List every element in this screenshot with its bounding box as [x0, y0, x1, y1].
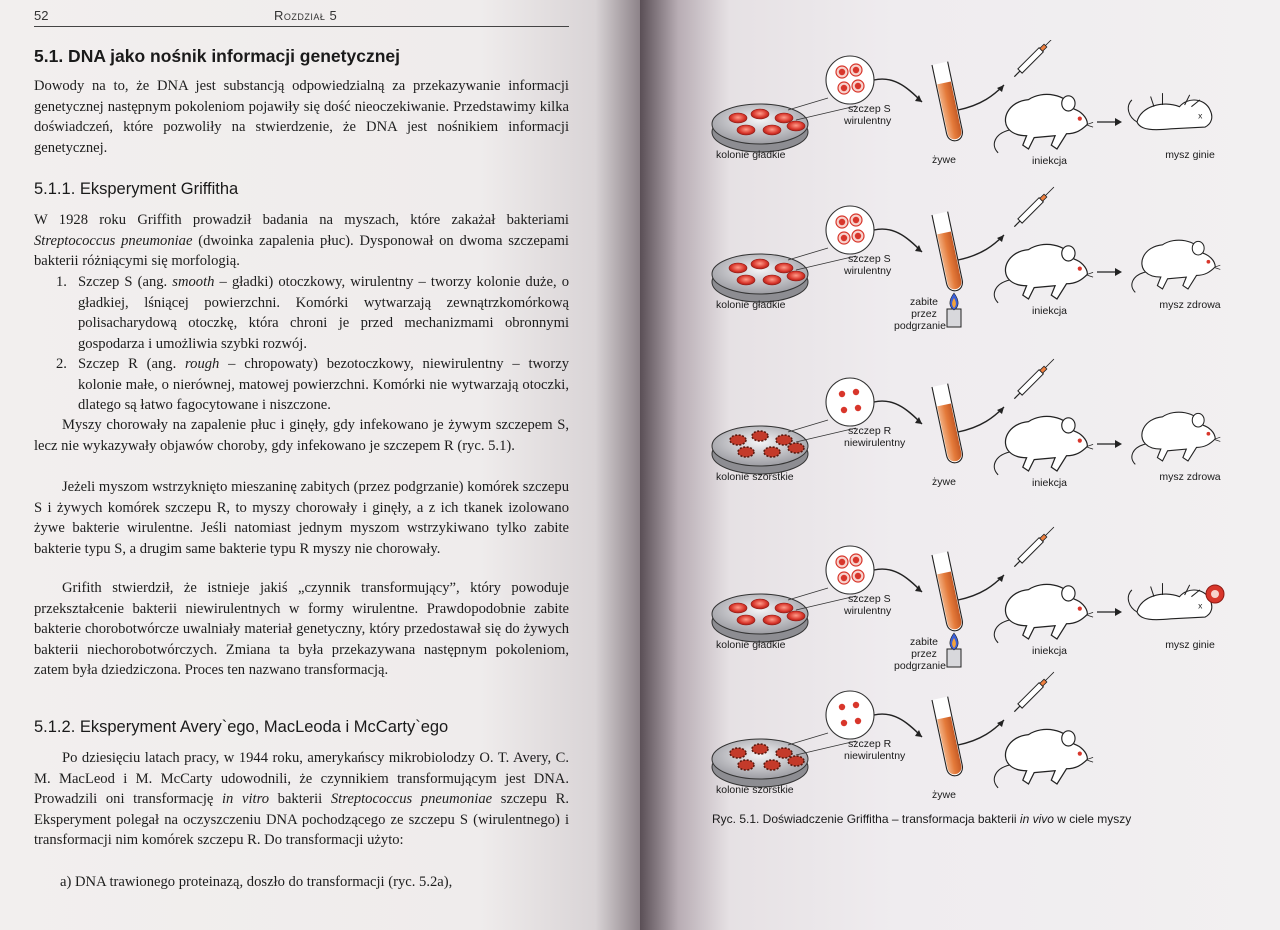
- injection-label: iniekcja: [1032, 305, 1068, 317]
- zoom-line: [788, 248, 828, 260]
- test-tube: [932, 552, 964, 633]
- arrow: [958, 85, 1004, 110]
- bacterium: [855, 405, 861, 411]
- arrowhead: [1115, 118, 1122, 126]
- colony: [751, 599, 769, 609]
- colony: [776, 435, 792, 445]
- zoom-line: [788, 733, 828, 745]
- strain-label: szczep S: [848, 253, 891, 265]
- bacterium: [853, 67, 859, 73]
- figure-caption: Ryc. 5.1. Doświadczenie Griffitha – transformacja bakterii in vivo w ciele myszy: [712, 812, 1132, 826]
- figure-row: [712, 525, 1224, 672]
- colony-label: kolonie gładkie: [716, 639, 786, 651]
- bacterium: [841, 407, 847, 413]
- colony: [788, 756, 804, 766]
- syringe-icon: [1012, 357, 1056, 401]
- strain-type-label: niewirulentny: [844, 437, 906, 449]
- arrowhead: [1115, 608, 1122, 616]
- arrow: [874, 401, 922, 424]
- colony-label: kolonie gładkie: [716, 149, 786, 161]
- colony: [787, 121, 805, 131]
- bacterium: [839, 391, 845, 397]
- healthy-mouse-icon: [1132, 240, 1220, 292]
- arrow: [958, 575, 1004, 600]
- list-item-2: 2. Szczep R (ang. rough – chropowaty) bezotoczkowy, niewirulentny – tworzy kolonie małe, o nierównej, matowej powierzchni. Komórki nie wytwarzają otoczki, dlatego są łatwo fagocytowane i niszczone.: [56, 356, 569, 413]
- bacterium: [841, 85, 847, 91]
- heat-label-1: zabite: [909, 636, 939, 648]
- bacterium: [841, 235, 847, 241]
- tube-liquid: [937, 716, 963, 775]
- syringe-icon: [1012, 525, 1056, 569]
- colony: [751, 259, 769, 269]
- mouse-icon: [994, 244, 1093, 302]
- zoom-line: [788, 98, 828, 110]
- colony: [729, 263, 747, 273]
- figure-row: [712, 357, 1221, 489]
- colony: [738, 447, 754, 457]
- mouse-icon: [994, 584, 1093, 642]
- colony: [737, 615, 755, 625]
- arrowhead: [1115, 268, 1122, 276]
- magnified-cells: [826, 206, 874, 254]
- strain-label: szczep R: [848, 738, 892, 750]
- magnified-cells: [826, 56, 874, 104]
- bacterium: [855, 718, 861, 724]
- list-item-1: 1. Szczep S (ang. smooth – gładki) otoczkowy, wirulentny – tworzy kolonie duże, o gładkiej, lśniącej powierzchni. Komórki wytwarzają zewnątrzkomórkową polisacharydową otoczkę, która chroni je przed mechanizmami obronnymi gospodarza i umożliwia szybki rozwój.: [56, 274, 569, 352]
- tube-liquid: [937, 571, 963, 630]
- colony: [729, 603, 747, 613]
- tube-liquid: [937, 231, 963, 290]
- arrow: [874, 569, 922, 592]
- section-title: 5.1. DNA jako nośnik informacji genetycznej: [34, 46, 400, 66]
- running-header: [34, 6, 569, 27]
- colony: [730, 748, 746, 758]
- tube-liquid: [937, 403, 963, 462]
- bacterium: [853, 557, 859, 563]
- result-label: mysz zdrowa: [1159, 471, 1221, 483]
- colony: [764, 447, 780, 457]
- colony: [737, 125, 755, 135]
- zoom-line: [788, 420, 828, 432]
- arrowhead: [1115, 440, 1122, 448]
- colony: [752, 744, 768, 754]
- mouse-icon: [994, 416, 1093, 474]
- arrow: [958, 407, 1004, 432]
- magnified-cells: [826, 378, 874, 426]
- tube-label: żywe: [932, 789, 956, 801]
- colony: [788, 443, 804, 453]
- strain-type-label: wirulentny: [844, 605, 892, 617]
- bacterium: [853, 702, 859, 708]
- page-number: 52: [34, 8, 49, 23]
- tube-label: żywe: [932, 476, 956, 488]
- colony: [775, 113, 793, 123]
- subsection-2-title: 5.1.2. Eksperyment Avery`ego, MacLeoda i McCarty`ego: [34, 718, 449, 736]
- colony: [776, 748, 792, 758]
- colony: [751, 109, 769, 119]
- injection-label: iniekcja: [1032, 155, 1068, 167]
- test-tube: [932, 384, 964, 465]
- strain-type-label: wirulentny: [844, 115, 892, 127]
- test-tube: [932, 212, 964, 293]
- arrow: [958, 720, 1004, 745]
- syringe-icon: [1012, 185, 1056, 229]
- mouse-icon: [994, 729, 1093, 787]
- mouse-icon: [994, 94, 1093, 152]
- bacterium: [839, 69, 845, 75]
- colony: [763, 275, 781, 285]
- figure-row: [712, 40, 1215, 167]
- colony: [763, 125, 781, 135]
- arrow: [958, 235, 1004, 260]
- colony: [787, 611, 805, 621]
- bacterium: [839, 559, 845, 565]
- strain-label: szczep R: [848, 425, 892, 437]
- result-label: mysz ginie: [1165, 639, 1215, 651]
- bacterium: [853, 389, 859, 395]
- heat-label-2: przez: [911, 308, 937, 320]
- colony: [775, 263, 793, 273]
- sub1-paragraph-2: Myszy chorowały na zapalenie płuc i ginęły, gdy infekowano je żywym szczepem S, lecz nie wykazywały objawów choroby, gdy infekowano je szczepem R (ryc. 5.1).: [34, 417, 569, 454]
- tube-label: żywe: [932, 154, 956, 166]
- colony: [737, 275, 755, 285]
- heat-label-2: przez: [911, 648, 937, 660]
- arrow: [874, 714, 922, 737]
- colony: [729, 113, 747, 123]
- bacterium: [841, 575, 847, 581]
- syringe-icon: [1012, 670, 1056, 714]
- heat-label-3: podgrzanie: [894, 320, 946, 332]
- sub2-paragraph-1: Po dziesięciu latach pracy, w 1944 roku, amerykańscy mikrobiolodzy O. T. Avery, C. M. MacLeod i M. McCarty udowodnili, że czynnikiem transformującym jest DNA. Prowadzili oni transformację in vitro bakterii Streptococcus pneumoniae szczepu R. Eksperyment polegał na oczyszczeniu DNA pochodzącego ze szczepu S (wirulentnego) i transformacji nim komórek szczepu R. Do transformacji użyto:: [34, 750, 569, 848]
- colony: [764, 760, 780, 770]
- heat-label-1: zabite: [909, 296, 939, 308]
- bacterium: [855, 83, 861, 89]
- bacterium: [839, 704, 845, 710]
- figure-row: [712, 670, 1093, 801]
- colony: [738, 760, 754, 770]
- arrow: [874, 79, 922, 102]
- bacterium: [853, 217, 859, 223]
- magnified-cells: [826, 691, 874, 739]
- colony-label: kolonie szorstkie: [716, 784, 794, 796]
- dead-mouse-icon: [1128, 583, 1212, 620]
- burner-icon: [947, 633, 961, 667]
- colony: [730, 435, 746, 445]
- sub1-paragraph-3: Jeżeli myszom wstrzyknięto mieszaninę zabitych (przez podgrzanie) komórek szczepu S i żywych komórek szczepu R, to myszy chorowały i ginęły, a z ich tkanek izolowano żywe bakterie wirulentne. Jeśli natomiast jednym myszom wstrzykiwano tylko zabite bakterie typu S, a drugim same bakterie typu R myszy nie chorowały.: [34, 479, 569, 557]
- colony: [787, 271, 805, 281]
- colony-label: kolonie szorstkie: [716, 471, 794, 483]
- result-label: mysz ginie: [1165, 149, 1215, 161]
- arrow: [874, 229, 922, 252]
- figure-row: [712, 185, 1221, 332]
- dead-mouse-icon: [1128, 93, 1212, 130]
- syringe-icon: [1012, 40, 1056, 79]
- sub1-paragraph-4: Grifith stwierdził, że istnieje jakiś „czynnik transformujący”, który powoduje przekształcenie bakterii niewirulentnych w formy wirulentne. Prawdopodobnie zabite bakterie chorobotwórcze uwalniały materiał genetyczny, który przedostawał się do żywych bakterii niechorobotwórczych. Zmiana ta była przekazywana następnym pokoleniom, zatem była dziedziczona. Proces ten nazwano transformacją.: [34, 580, 569, 678]
- injection-label: iniekcja: [1032, 645, 1068, 657]
- tube-liquid: [937, 81, 963, 140]
- chapter-title: Rozdział 5: [274, 8, 338, 23]
- test-tube: [932, 697, 964, 778]
- subsection-1-title: 5.1.1. Eksperyment Griffitha: [34, 180, 239, 198]
- zoom-line: [788, 588, 828, 600]
- colony: [752, 431, 768, 441]
- griffith-figure: x kolonie gładkieszczep Swirulentnyżywe iniekcja mysz giniekolonie gładkieszczep Swirulentnyzabiteprzezpodgrzanieiniekcja mysz zdrowakolonie szorstkieszczep Rniewirulentnyżywe iniekcja mysz zdrowakolonie gładkieszczep Swirulentnyzabiteprzezpodgrzanieiniekcja mysz giniekolonie szorstkieszczep Rniewirulentnyżywe: [700, 40, 1260, 810]
- sub2-list-item-a: a) DNA trawionego proteinazą, doszło do transformacji (ryc. 5.2a),: [60, 874, 453, 890]
- test-tube: [932, 62, 964, 143]
- injection-label: iniekcja: [1032, 477, 1068, 489]
- strain-label: szczep S: [848, 593, 891, 605]
- colony: [775, 603, 793, 613]
- strain-type-label: niewirulentny: [844, 750, 906, 762]
- colony: [763, 615, 781, 625]
- intro-paragraph: Dowody na to, że DNA jest substancją odpowiedzialną za przekazywanie informacji genetycznej następnym pokoleniom pojawiły się dość nieoczekiwanie. Przedstawimy kilka doświadczeń, które pozwoliły na stwierdzenie, że DNA jest nośnikiem informacji genetycznej.: [34, 78, 569, 156]
- result-label: mysz zdrowa: [1159, 299, 1221, 311]
- heat-label-3: podgrzanie: [894, 660, 946, 672]
- bacterium: [839, 219, 845, 225]
- bacterium: [855, 573, 861, 579]
- magnified-cells: [826, 546, 874, 594]
- bacterium: [855, 233, 861, 239]
- bacterium: [841, 720, 847, 726]
- strain-label: szczep S: [848, 103, 891, 115]
- recovered-bacteria: [1206, 585, 1224, 603]
- sub1-paragraph-1: W 1928 roku Griffith prowadził badania na myszach, które zakażał bakteriami Streptococcus pneumoniae (dwoinka zapalenia płuc). Dysponował on dwoma szczepami bakterii różniącymi się morfologią.: [34, 212, 569, 269]
- colony-label: kolonie gładkie: [716, 299, 786, 311]
- strain-type-label: wirulentny: [844, 265, 892, 277]
- healthy-mouse-icon: [1132, 412, 1220, 464]
- burner-icon: [947, 293, 961, 327]
